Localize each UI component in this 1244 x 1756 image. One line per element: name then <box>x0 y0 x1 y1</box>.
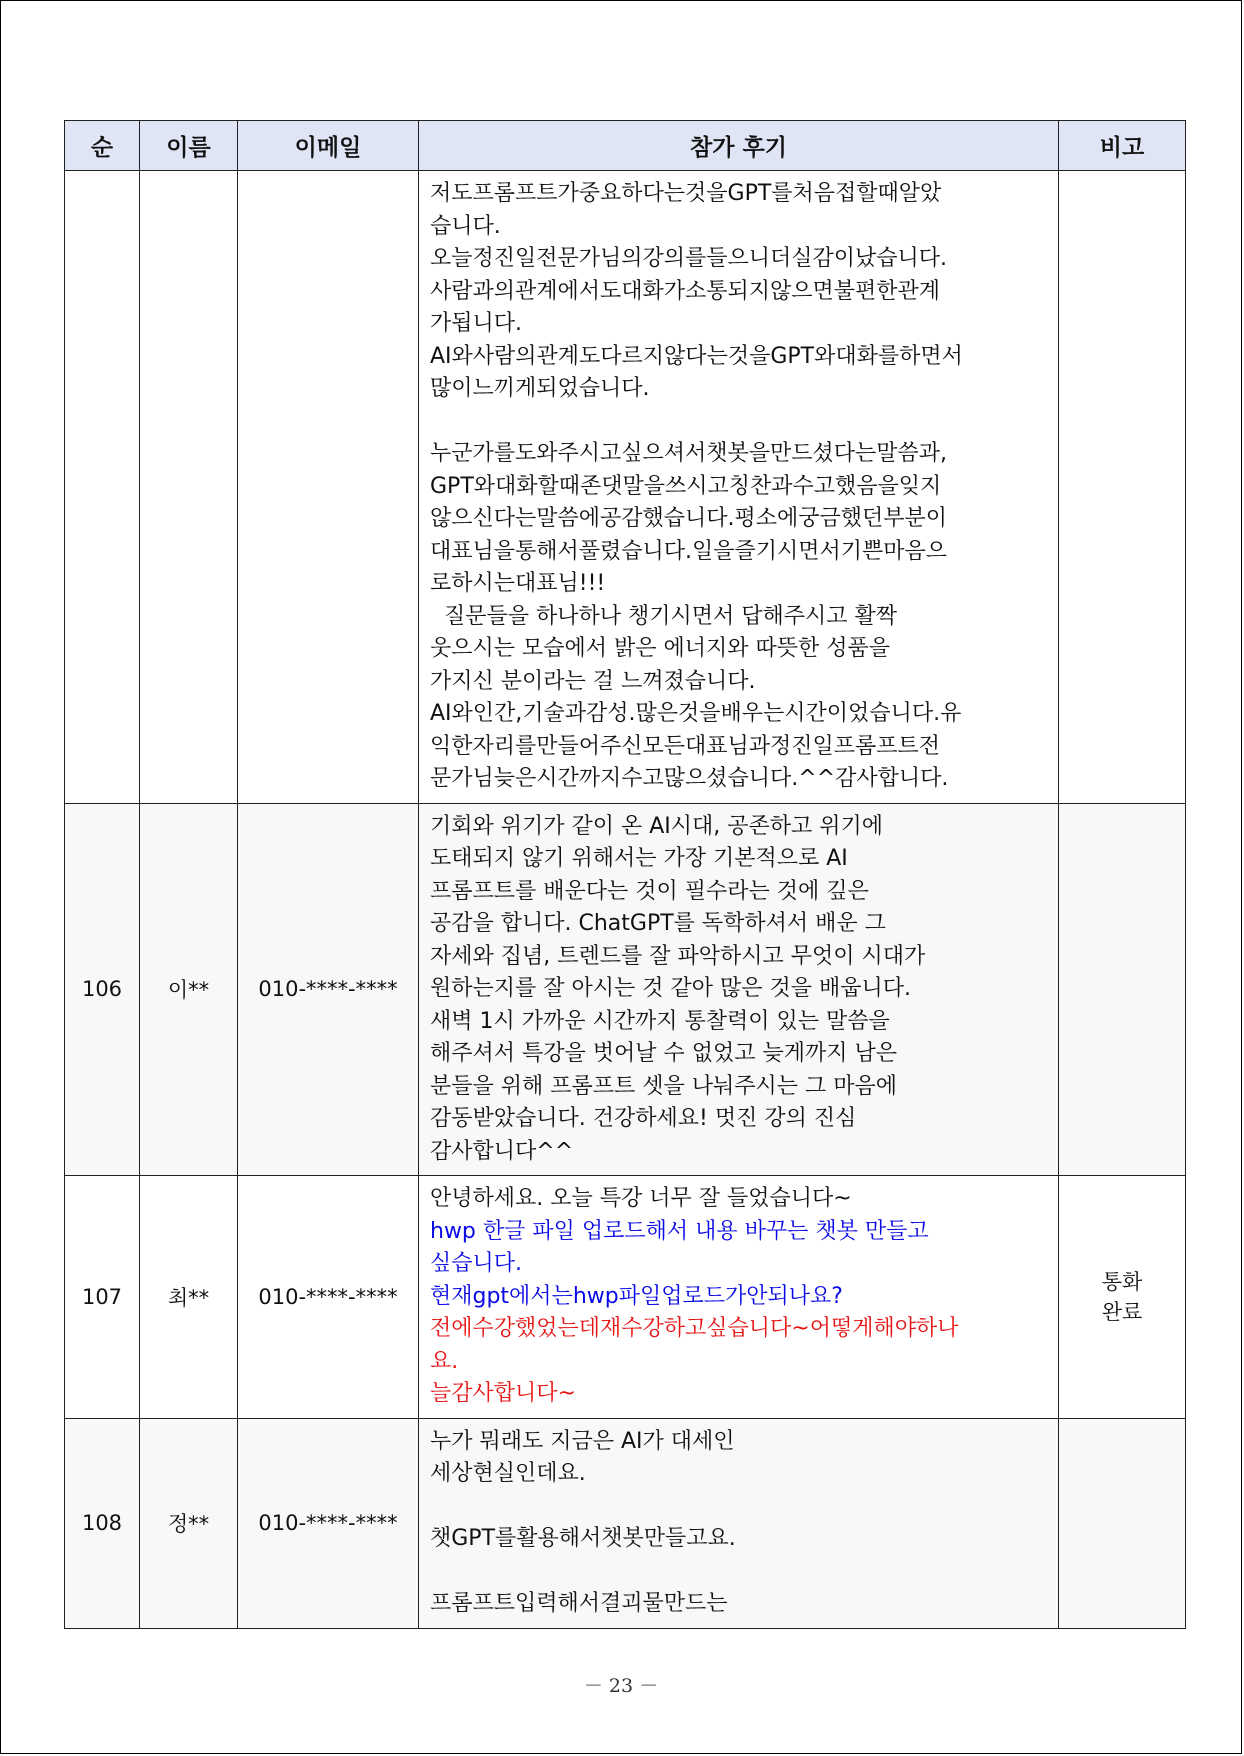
review-line: 웃으시는 모습에서 밝은 에너지와 따뜻한 성품을 <box>430 636 891 661</box>
header-note: 비고 <box>1059 121 1186 171</box>
cell-review <box>419 171 1059 804</box>
review-line: 안녕하세요. 오늘 특강 너무 잘 들었습니다~ <box>430 1186 852 1211</box>
review-line <box>430 406 1050 439</box>
cell-name: 이** <box>140 803 238 1176</box>
cell-name: 최** <box>140 1176 238 1419</box>
review-line: 늘감사합니다~ <box>430 1381 576 1406</box>
review-line: 가지신 분이라는 걸 느껴졌습니다. <box>430 668 756 694</box>
cell-email: 010-****-**** <box>238 1176 419 1419</box>
review-line: 가됩니다. <box>430 311 523 336</box>
header-name: 이름 <box>140 121 238 171</box>
review-line: 사람과의관계에서도대화가소통되지않으면불편한관계 <box>430 278 941 304</box>
header-no: 순 <box>65 121 140 171</box>
review-line: 질문들을 하나하나 챙기시면서 답해주시고 활짝 <box>430 603 898 629</box>
cell-email: 010-****-**** <box>238 1418 419 1628</box>
cell-note <box>1059 1418 1186 1628</box>
review-line: 챗GPT를활용해서챗봇만들고요. <box>430 1526 736 1551</box>
review-line: 많이느끼게되었습니다. <box>430 376 650 401</box>
review-line <box>430 1556 1050 1589</box>
review-line: 현재gpt에서는hwp파일업로드가안되나요? <box>430 1283 843 1309</box>
table-row <box>65 1176 1186 1419</box>
cell-note: 통화 완료 <box>1059 1176 1186 1419</box>
cell-name <box>140 171 238 804</box>
review-line: GPT와대화할때존댓말을쓰시고칭찬과수고했음을잊지 <box>430 473 942 499</box>
cell-no: 108 <box>65 1418 140 1628</box>
review-line: 저도프롬프트가중요하다는것을GPT를처음접할때알았 <box>430 181 942 206</box>
cell-review <box>419 1176 1059 1419</box>
header-review: 참가 후기 <box>419 121 1059 171</box>
review-line: 해주셔서 특강을 벗어날 수 없었고 늦게까지 남은 <box>430 1041 898 1066</box>
review-line: AI와인간,기술과감성.많은것을배우는시간이었습니다.유 <box>430 701 962 726</box>
review-line: 싶습니다. <box>430 1251 523 1276</box>
review-line: 않으신다는말씀에공감했습니다.평소에궁금했던부분이 <box>430 506 948 531</box>
review-line: 감사합니다^^ <box>430 1138 574 1164</box>
review-line: 로하시는대표님!!! <box>430 571 606 596</box>
table-row <box>65 1418 1186 1628</box>
review-line: 공감을 합니다. ChatGPT를 독학하셔서 배운 그 <box>430 911 886 936</box>
header-email: 이메일 <box>238 121 419 171</box>
cell-email: 010-****-**** <box>238 803 419 1176</box>
cell-note <box>1059 803 1186 1176</box>
cell-review <box>419 1418 1059 1628</box>
review-line: 오늘정진일전문가님의강의를들으니더실감이났습니다. <box>430 246 948 271</box>
review-line: 요. <box>430 1348 459 1374</box>
review-line: hwp 한글 파일 업로드해서 내용 바꾸는 챗봇 만들고 <box>430 1218 929 1244</box>
review-line: 기회와 위기가 같이 온 AI시대, 공존하고 위기에 <box>430 813 884 839</box>
cell-review <box>419 803 1059 1176</box>
review-line: 분들을 위해 프롬프트 셋을 나눠주시는 그 마음에 <box>430 1073 898 1099</box>
cell-no: 107 <box>65 1176 140 1419</box>
review-line: 누군가를도와주시고싶으셔서챗봇을만드셨다는말씀과, <box>430 441 948 466</box>
header-row <box>65 121 1186 171</box>
review-line: 새벽 1시 가까운 시간까지 통찰력이 있는 말씀을 <box>430 1008 890 1034</box>
review-line: 도태되지 않기 위해서는 가장 기본적으로 AI <box>430 846 848 871</box>
review-line: 익한자리를만들어주신모든대표님과정진일프롬프트전 <box>430 733 941 759</box>
cell-note <box>1059 171 1186 804</box>
review-line: 감동받았습니다. 건강하세요! 멋진 강의 진심 <box>430 1106 857 1131</box>
table-row <box>65 803 1186 1176</box>
cell-email <box>238 171 419 804</box>
review-line: 프롬프트를 배운다는 것이 필수라는 것에 깊은 <box>430 878 869 904</box>
review-line <box>430 1491 1050 1524</box>
review-line: 전에수강했었는데재수강하고싶습니다~어떻게해야하나 <box>430 1316 959 1341</box>
review-line: 습니다. <box>430 213 501 239</box>
cell-no: 106 <box>65 803 140 1176</box>
review-line: 대표님을통해서풀렸습니다.일을즐기시면서기쁜마음으 <box>430 538 948 564</box>
page-number: － 23 － <box>583 1675 659 1697</box>
review-line: 누가 뭐래도 지금은 AI가 대세인 <box>430 1428 735 1454</box>
review-line: 문가님늦은시간까지수고많으셨습니다.^^감사합니다. <box>430 766 949 791</box>
review-line: AI와사람의관계도다르지않다는것을GPT와대화를하면서 <box>430 343 963 369</box>
review-line: 프롬프트입력해서결괴물만드는 <box>430 1591 728 1616</box>
table-row <box>65 171 1186 804</box>
review-line: 세상현실인데요. <box>430 1461 586 1486</box>
review-line: 원하는지를 잘 아시는 것 같아 많은 것을 배웁니다. <box>430 976 911 1001</box>
cell-name: 정** <box>140 1418 238 1628</box>
review-line: 자세와 집념, 트렌드를 잘 파악하시고 무엇이 시대가 <box>430 943 926 969</box>
review-table <box>64 120 1186 1629</box>
cell-no <box>65 171 140 804</box>
